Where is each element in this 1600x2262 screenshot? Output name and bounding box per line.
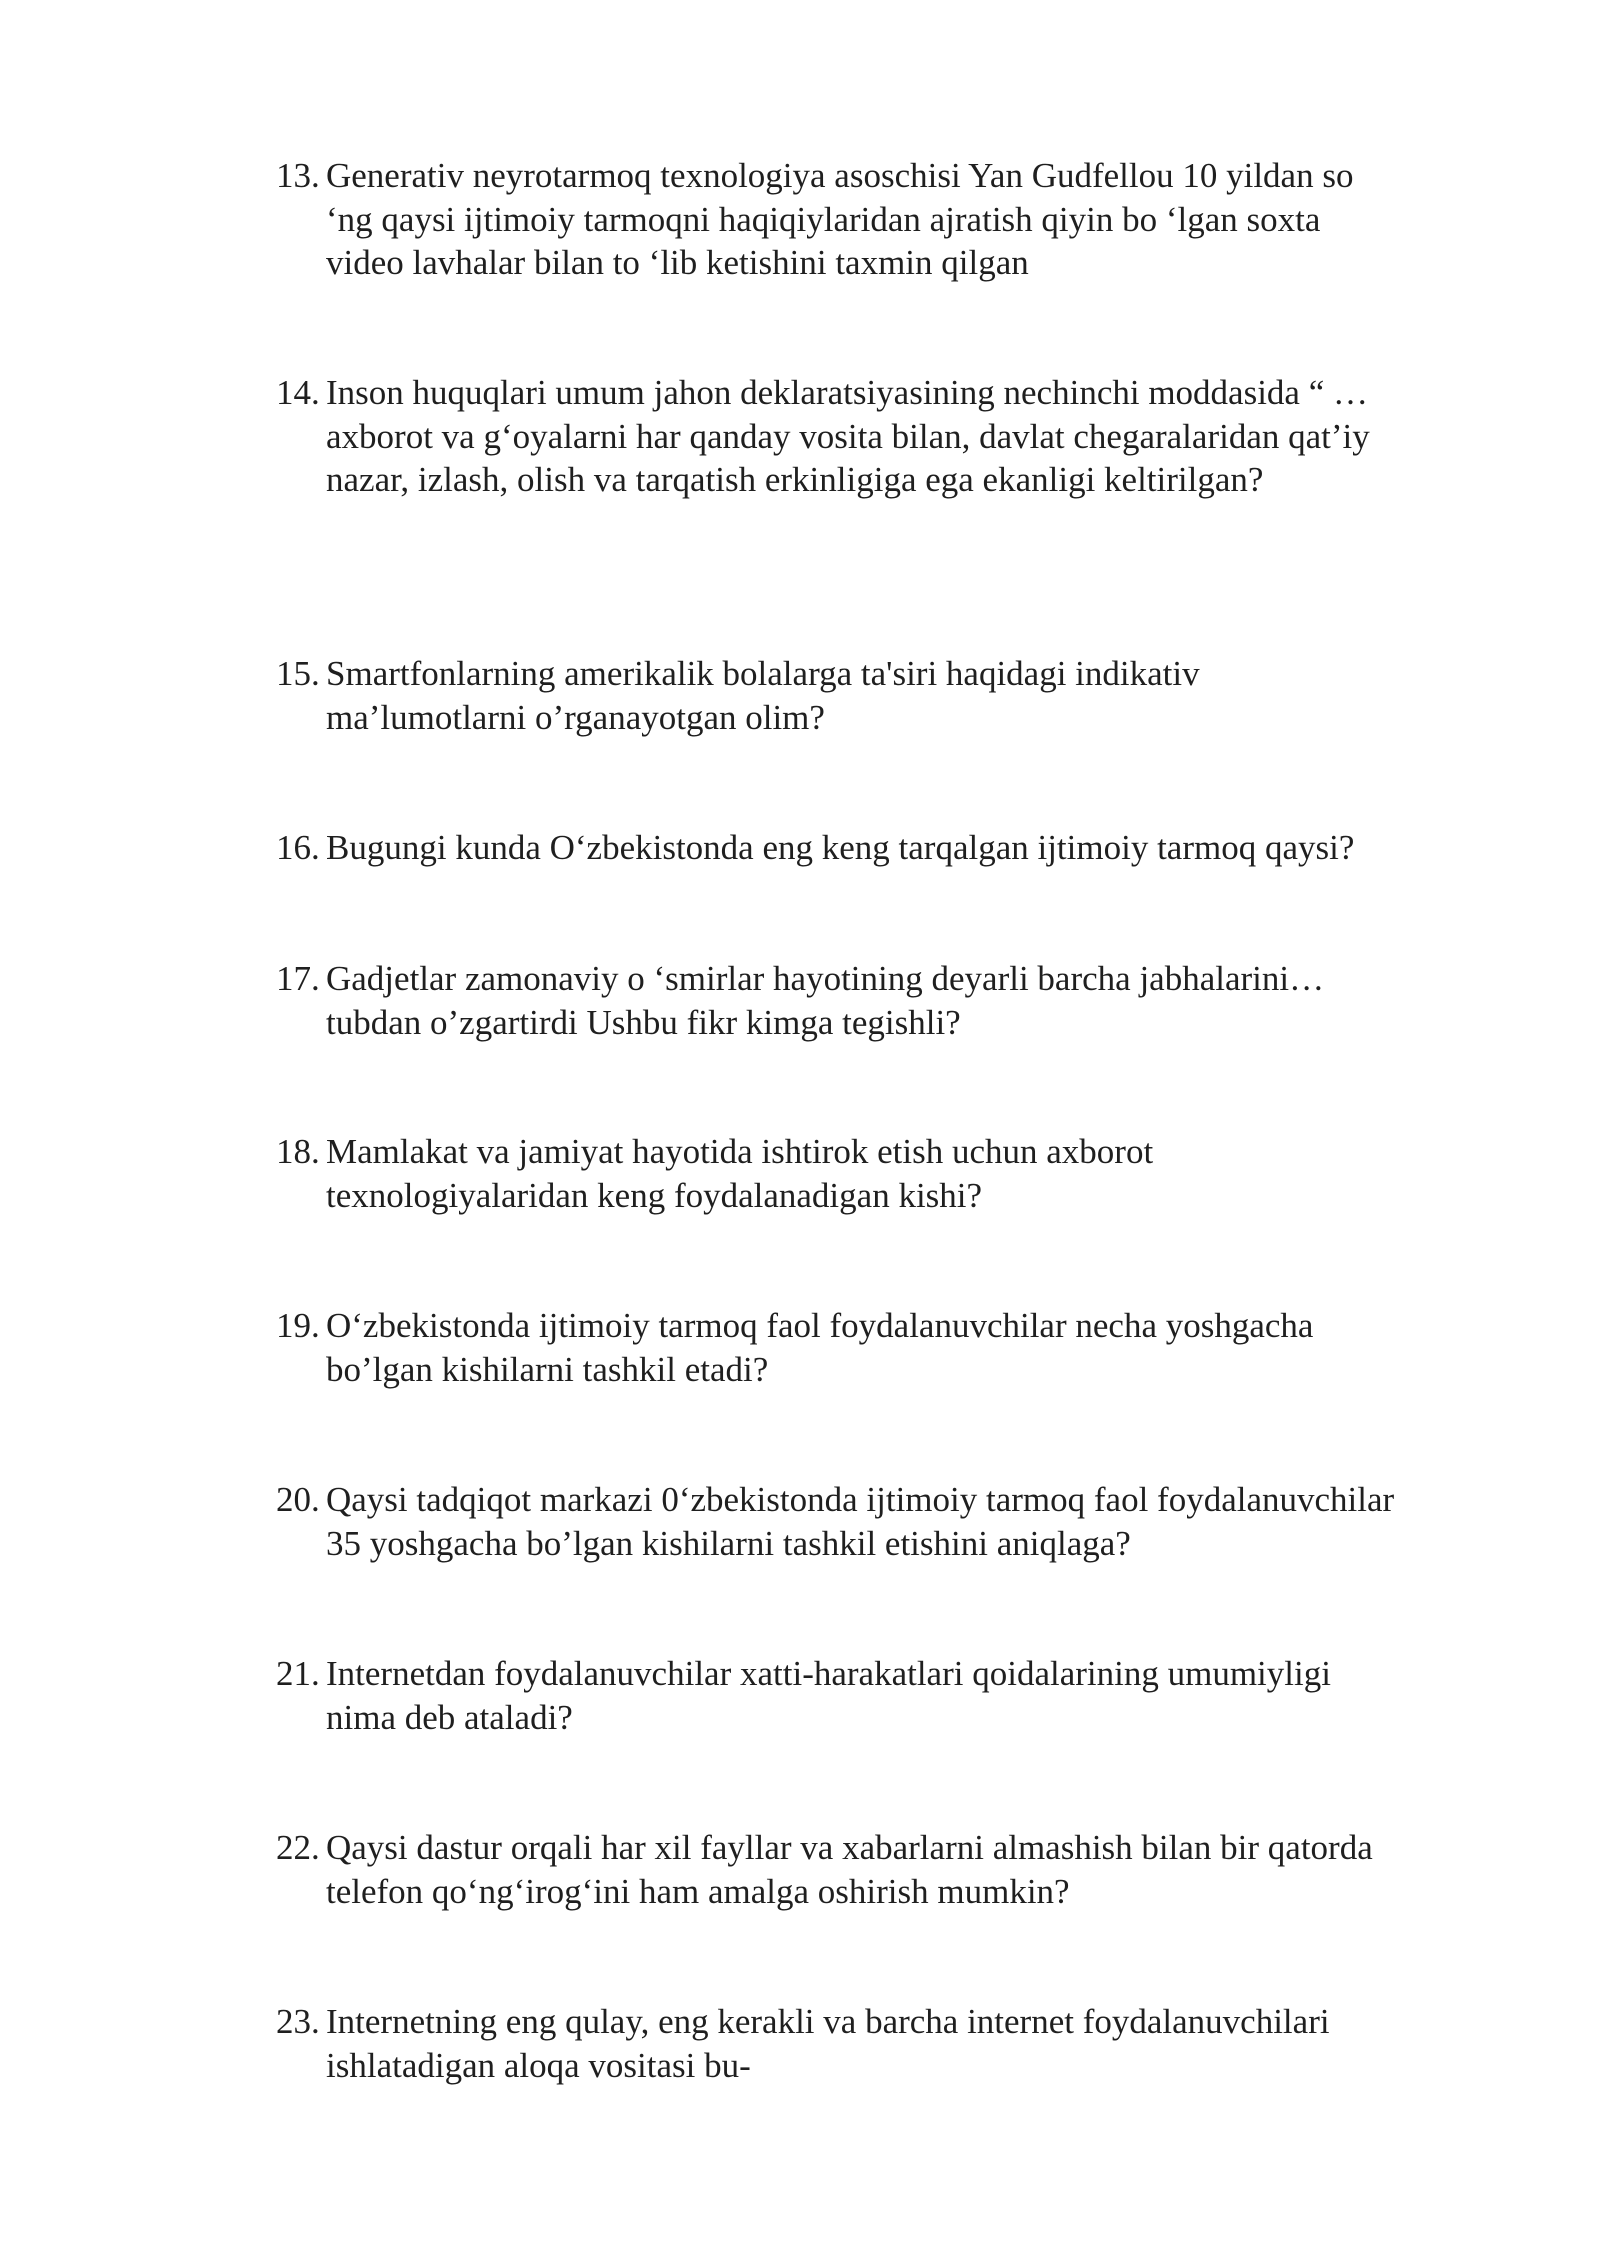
question-23: [276, 2000, 1506, 2087]
question-14: [276, 371, 1506, 502]
question-number: 13.: [276, 156, 320, 195]
question-number: 23.: [276, 2002, 320, 2041]
question-text: Qaysi tadqiqot markazi 0‘zbekistonda ijtimoiy tarmoq faol foydalanuvchilar 35 yoshgacha bo’lgan kishilarni tashkil etishini aniqlaga?: [326, 1480, 1395, 1563]
question-21: [276, 1652, 1506, 1739]
question-number: 22.: [276, 1828, 320, 1867]
question-text: Mamlakat va jamiyat hayotida ishtirok etish uchun axborot texnologiyalaridan keng foydalanadigan kishi?: [326, 1132, 1154, 1215]
question-text: Internetdan foydalanuvchilar xatti-harakatlari qoidalarining umumiyligi nima deb ataladi?: [326, 1654, 1331, 1737]
question-text: Internetning eng qulay, eng kerakli va barcha internet foydalanuvchilari ishlatadigan aloqa vositasi bu-: [326, 2002, 1330, 2085]
question-text: Bugungi kunda O‘zbekistonda eng keng tarqalgan ijtimoiy tarmoq qaysi?: [326, 828, 1355, 867]
question-number: 15.: [276, 654, 320, 693]
question-text: Qaysi dastur orqali har xil fayllar va xabarlarni almashish bilan bir qatorda telefon qo‘ng‘irog‘ini ham amalga oshirish mumkin?: [326, 1828, 1373, 1911]
question-13: [276, 154, 1506, 285]
question-number: 16.: [276, 828, 320, 867]
question-number: 14.: [276, 373, 320, 412]
question-18: [276, 1130, 1506, 1217]
question-22: [276, 1826, 1506, 1913]
question-text: Generativ neyrotarmoq texnologiya asoschisi Yan Gudfellou 10 yildan so ‘ng qaysi ijtimoiy tarmoqni haqiqiylaridan ajratish qiyin bo ‘lgan soxta video lavhalar bilan to ‘lib ketishini taxmin qilgan: [326, 156, 1354, 282]
question-number: 21.: [276, 1654, 320, 1693]
question-16: [276, 826, 1506, 870]
question-19: [276, 1304, 1506, 1391]
question-text: Smartfonlarning amerikalik bolalarga ta'siri haqidagi indikativ ma’lumotlarni o’rganayotgan olim?: [326, 654, 1200, 737]
question-number: 19.: [276, 1306, 320, 1345]
question-number: 18.: [276, 1132, 320, 1171]
question-number: 17.: [276, 959, 320, 998]
question-text: O‘zbekistonda ijtimoiy tarmoq faol foydalanuvchilar necha yoshgacha bo’lgan kishilarni tashkil etadi?: [326, 1306, 1314, 1389]
question-number: 20.: [276, 1480, 320, 1519]
question-20: [276, 1478, 1506, 1565]
question-text: Inson huquqlari umum jahon deklaratsiyasining nechinchi moddasida “ … axborot va g‘oyalarni har qanday vosita bilan, davlat chegaralaridan qat’iy nazar, izlash, olish va tarqatish erkinligiga ega ekanligi keltirilgan?: [326, 373, 1370, 499]
question-15: [276, 652, 1506, 739]
question-text: Gadjetlar zamonaviy o ‘smirlar hayotining deyarli barcha jabhalarini… tubdan o’zgartirdi Ushbu fikr kimga tegishli?: [326, 959, 1325, 1042]
question-17: [276, 957, 1506, 1044]
